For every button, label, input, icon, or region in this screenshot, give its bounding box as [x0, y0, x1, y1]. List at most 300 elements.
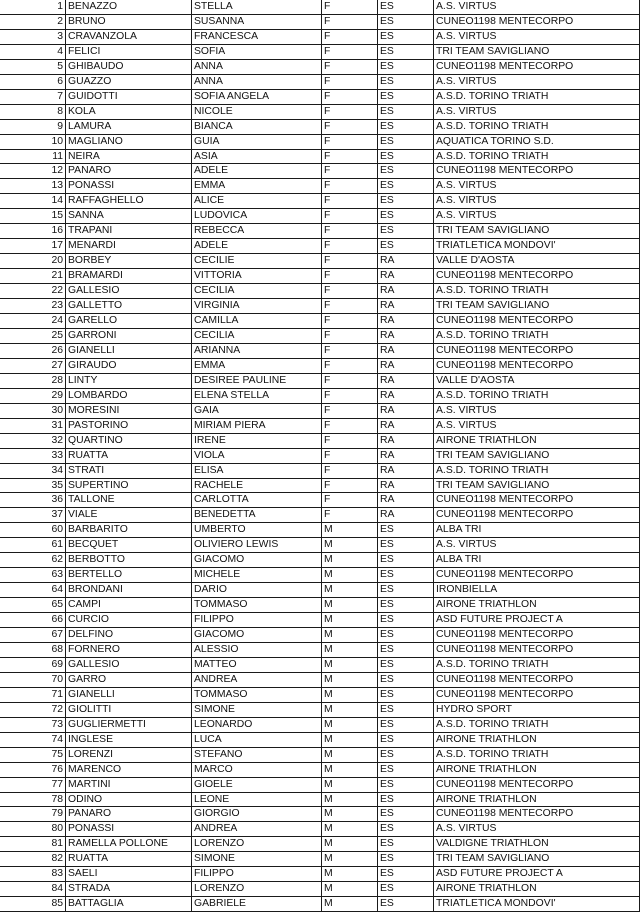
bib-number-cell: 84 [0, 882, 66, 896]
sex-cell: M [322, 748, 378, 762]
sex-cell: F [322, 75, 378, 89]
bib-number-cell: 3 [0, 30, 66, 44]
sex-cell: F [322, 419, 378, 433]
bib-number-cell: 31 [0, 419, 66, 433]
team-cell: ALBA TRI [434, 553, 640, 567]
team-cell: TRI TEAM SAVIGLIANO [434, 224, 640, 238]
first-name-cell: ELENA STELLA [192, 389, 322, 403]
category-cell: ES [378, 867, 434, 881]
table-row [0, 60, 640, 75]
team-cell: A.S. VIRTUS [434, 822, 640, 836]
surname-cell: MAGLIANO [66, 135, 192, 149]
table-row [0, 793, 640, 808]
sex-cell: M [322, 778, 378, 792]
team-cell: CUNEO1198 MENTECORPO [434, 359, 640, 373]
surname-cell: TALLONE [66, 493, 192, 507]
bib-number-cell: 15 [0, 209, 66, 223]
category-cell: ES [378, 837, 434, 851]
table-row [0, 778, 640, 793]
first-name-cell: UMBERTO [192, 523, 322, 537]
sex-cell: M [322, 658, 378, 672]
first-name-cell: REBECCA [192, 224, 322, 238]
bib-number-cell: 22 [0, 284, 66, 298]
first-name-cell: GABRIELE [192, 897, 322, 911]
first-name-cell: VIOLA [192, 449, 322, 463]
bib-number-cell: 25 [0, 329, 66, 343]
sex-cell: F [322, 15, 378, 29]
table-row [0, 822, 640, 837]
bib-number-cell: 35 [0, 479, 66, 493]
category-cell: ES [378, 793, 434, 807]
first-name-cell: SOFIA [192, 45, 322, 59]
team-cell: CUNEO1198 MENTECORPO [434, 269, 640, 283]
sex-cell: M [322, 897, 378, 911]
table-row [0, 897, 640, 912]
team-cell: TRI TEAM SAVIGLIANO [434, 852, 640, 866]
first-name-cell: NICOLE [192, 105, 322, 119]
bib-number-cell: 20 [0, 254, 66, 268]
first-name-cell: VIRGINIA [192, 299, 322, 313]
first-name-cell: EMMA [192, 179, 322, 193]
team-cell: A.S.D. TORINO TRIATH [434, 718, 640, 732]
category-cell: ES [378, 748, 434, 762]
table-row [0, 523, 640, 538]
first-name-cell: SIMONE [192, 703, 322, 717]
team-cell: A.S. VIRTUS [434, 105, 640, 119]
surname-cell: BRAMARDI [66, 269, 192, 283]
table-row [0, 867, 640, 882]
surname-cell: MORESINI [66, 404, 192, 418]
first-name-cell: FRANCESCA [192, 30, 322, 44]
bib-number-cell: 34 [0, 464, 66, 478]
sex-cell: F [322, 120, 378, 134]
surname-cell: GALLESIO [66, 284, 192, 298]
surname-cell: MENARDI [66, 239, 192, 253]
surname-cell: ODINO [66, 793, 192, 807]
surname-cell: CAMPI [66, 598, 192, 612]
team-cell: TRI TEAM SAVIGLIANO [434, 299, 640, 313]
table-row [0, 209, 640, 224]
bib-number-cell: 10 [0, 135, 66, 149]
surname-cell: STRATI [66, 464, 192, 478]
table-row [0, 254, 640, 269]
surname-cell: GALLETTO [66, 299, 192, 313]
sex-cell: F [322, 449, 378, 463]
category-cell: RA [378, 329, 434, 343]
surname-cell: BORBEY [66, 254, 192, 268]
sex-cell: F [322, 30, 378, 44]
surname-cell: PANARO [66, 807, 192, 821]
table-row [0, 404, 640, 419]
bib-number-cell: 27 [0, 359, 66, 373]
sex-cell: M [322, 553, 378, 567]
bib-number-cell: 82 [0, 852, 66, 866]
first-name-cell: GIOELE [192, 778, 322, 792]
team-cell: A.S. VIRTUS [434, 0, 640, 14]
category-cell: ES [378, 0, 434, 14]
table-row [0, 120, 640, 135]
table-row [0, 75, 640, 90]
bib-number-cell: 23 [0, 299, 66, 313]
team-cell: CUNEO1198 MENTECORPO [434, 673, 640, 687]
first-name-cell: GIORGIO [192, 807, 322, 821]
sex-cell: M [322, 568, 378, 582]
team-cell: A.S.D. TORINO TRIATH [434, 329, 640, 343]
sex-cell: F [322, 0, 378, 14]
table-row [0, 688, 640, 703]
table-row [0, 434, 640, 449]
category-cell: RA [378, 359, 434, 373]
sex-cell: M [322, 703, 378, 717]
team-cell: IRONBIELLA [434, 583, 640, 597]
team-cell: A.S.D. TORINO TRIATH [434, 748, 640, 762]
team-cell: AQUATICA TORINO S.D. [434, 135, 640, 149]
table-row [0, 703, 640, 718]
table-row [0, 194, 640, 209]
sex-cell: M [322, 613, 378, 627]
first-name-cell: SIMONE [192, 852, 322, 866]
first-name-cell: ADELE [192, 239, 322, 253]
team-cell: TRI TEAM SAVIGLIANO [434, 449, 640, 463]
table-row [0, 389, 640, 404]
category-cell: ES [378, 120, 434, 134]
table-row [0, 329, 640, 344]
sex-cell: F [322, 404, 378, 418]
first-name-cell: ANNA [192, 60, 322, 74]
first-name-cell: STELLA [192, 0, 322, 14]
category-cell: ES [378, 568, 434, 582]
team-cell: CUNEO1198 MENTECORPO [434, 628, 640, 642]
surname-cell: CRAVANZOLA [66, 30, 192, 44]
surname-cell: BRUNO [66, 15, 192, 29]
bib-number-cell: 83 [0, 867, 66, 881]
table-row [0, 763, 640, 778]
first-name-cell: LORENZO [192, 837, 322, 851]
category-cell: ES [378, 643, 434, 657]
table-row [0, 718, 640, 733]
surname-cell: PANARO [66, 164, 192, 178]
team-cell: A.S. VIRTUS [434, 75, 640, 89]
bib-number-cell: 28 [0, 374, 66, 388]
first-name-cell: GIACOMO [192, 628, 322, 642]
category-cell: RA [378, 284, 434, 298]
first-name-cell: LUCA [192, 733, 322, 747]
bib-number-cell: 29 [0, 389, 66, 403]
team-cell: AIRONE TRIATHLON [434, 793, 640, 807]
surname-cell: BENAZZO [66, 0, 192, 14]
sex-cell: M [322, 598, 378, 612]
bib-number-cell: 11 [0, 150, 66, 164]
surname-cell: LAMURA [66, 120, 192, 134]
sex-cell: F [322, 105, 378, 119]
sex-cell: F [322, 254, 378, 268]
table-row [0, 419, 640, 434]
first-name-cell: LORENZO [192, 882, 322, 896]
surname-cell: BERTELLO [66, 568, 192, 582]
sex-cell: F [322, 508, 378, 522]
bib-number-cell: 63 [0, 568, 66, 582]
category-cell: ES [378, 239, 434, 253]
bib-number-cell: 1 [0, 0, 66, 14]
table-row [0, 179, 640, 194]
sex-cell: F [322, 60, 378, 74]
sex-cell: M [322, 822, 378, 836]
surname-cell: GALLESIO [66, 658, 192, 672]
sex-cell: M [322, 688, 378, 702]
sex-cell: M [322, 793, 378, 807]
sex-cell: F [322, 164, 378, 178]
category-cell: ES [378, 194, 434, 208]
table-row [0, 284, 640, 299]
first-name-cell: VITTORIA [192, 269, 322, 283]
category-cell: ES [378, 179, 434, 193]
surname-cell: FORNERO [66, 643, 192, 657]
category-cell: ES [378, 703, 434, 717]
table-row [0, 269, 640, 284]
first-name-cell: MARCO [192, 763, 322, 777]
category-cell: RA [378, 479, 434, 493]
first-name-cell: TOMMASO [192, 688, 322, 702]
surname-cell: MARENCO [66, 763, 192, 777]
sex-cell: M [322, 673, 378, 687]
surname-cell: BECQUET [66, 538, 192, 552]
table-row [0, 15, 640, 30]
sex-cell: M [322, 718, 378, 732]
category-cell: ES [378, 613, 434, 627]
surname-cell: BATTAGLIA [66, 897, 192, 911]
table-row [0, 224, 640, 239]
surname-cell: GUAZZO [66, 75, 192, 89]
team-cell: AIRONE TRIATHLON [434, 733, 640, 747]
category-cell: ES [378, 733, 434, 747]
team-cell: A.S.D. TORINO TRIATH [434, 120, 640, 134]
first-name-cell: OLIVIERO LEWIS [192, 538, 322, 552]
bib-number-cell: 73 [0, 718, 66, 732]
table-row [0, 30, 640, 45]
team-cell: A.S. VIRTUS [434, 194, 640, 208]
table-row [0, 583, 640, 598]
bib-number-cell: 33 [0, 449, 66, 463]
team-cell: A.S.D. TORINO TRIATH [434, 284, 640, 298]
surname-cell: BARBARITO [66, 523, 192, 537]
category-cell: ES [378, 718, 434, 732]
table-row [0, 464, 640, 479]
sex-cell: M [322, 837, 378, 851]
table-row [0, 673, 640, 688]
bib-number-cell: 8 [0, 105, 66, 119]
category-cell: RA [378, 449, 434, 463]
table-row [0, 748, 640, 763]
category-cell: ES [378, 553, 434, 567]
first-name-cell: CARLOTTA [192, 493, 322, 507]
first-name-cell: SOFIA ANGELA [192, 90, 322, 104]
category-cell: ES [378, 164, 434, 178]
table-row [0, 807, 640, 822]
team-cell: CUNEO1198 MENTECORPO [434, 778, 640, 792]
category-cell: ES [378, 882, 434, 896]
bib-number-cell: 76 [0, 763, 66, 777]
team-cell: TRI TEAM SAVIGLIANO [434, 45, 640, 59]
first-name-cell: GIACOMO [192, 553, 322, 567]
category-cell: RA [378, 314, 434, 328]
team-cell: CUNEO1198 MENTECORPO [434, 568, 640, 582]
first-name-cell: DESIREE PAULINE [192, 374, 322, 388]
bib-number-cell: 4 [0, 45, 66, 59]
sex-cell: F [322, 479, 378, 493]
category-cell: ES [378, 852, 434, 866]
surname-cell: BERBOTTO [66, 553, 192, 567]
category-cell: ES [378, 60, 434, 74]
surname-cell: QUARTINO [66, 434, 192, 448]
category-cell: ES [378, 523, 434, 537]
team-cell: CUNEO1198 MENTECORPO [434, 508, 640, 522]
surname-cell: SAELI [66, 867, 192, 881]
sex-cell: M [322, 867, 378, 881]
category-cell: ES [378, 673, 434, 687]
table-row [0, 164, 640, 179]
first-name-cell: TOMMASO [192, 598, 322, 612]
surname-cell: PONASSI [66, 822, 192, 836]
surname-cell: SUPERTINO [66, 479, 192, 493]
surname-cell: GARRO [66, 673, 192, 687]
team-cell: CUNEO1198 MENTECORPO [434, 344, 640, 358]
table-row [0, 344, 640, 359]
category-cell: RA [378, 374, 434, 388]
sex-cell: F [322, 374, 378, 388]
team-cell: VALLE D'AOSTA [434, 254, 640, 268]
bib-number-cell: 80 [0, 822, 66, 836]
table-row [0, 837, 640, 852]
first-name-cell: SUSANNA [192, 15, 322, 29]
surname-cell: TRAPANI [66, 224, 192, 238]
bib-number-cell: 26 [0, 344, 66, 358]
sex-cell: F [322, 45, 378, 59]
surname-cell: GARRONI [66, 329, 192, 343]
bib-number-cell: 5 [0, 60, 66, 74]
sex-cell: M [322, 852, 378, 866]
table-row [0, 239, 640, 254]
first-name-cell: LEONARDO [192, 718, 322, 732]
team-cell: A.S. VIRTUS [434, 419, 640, 433]
first-name-cell: ANDREA [192, 673, 322, 687]
bib-number-cell: 6 [0, 75, 66, 89]
team-cell: CUNEO1198 MENTECORPO [434, 643, 640, 657]
first-name-cell: ELISA [192, 464, 322, 478]
team-cell: AIRONE TRIATHLON [434, 434, 640, 448]
team-cell: AIRONE TRIATHLON [434, 882, 640, 896]
first-name-cell: ALESSIO [192, 643, 322, 657]
sex-cell: F [322, 194, 378, 208]
category-cell: ES [378, 807, 434, 821]
bib-number-cell: 60 [0, 523, 66, 537]
sex-cell: M [322, 643, 378, 657]
first-name-cell: LUDOVICA [192, 209, 322, 223]
sex-cell: F [322, 329, 378, 343]
surname-cell: DELFINO [66, 628, 192, 642]
table-row [0, 45, 640, 60]
surname-cell: STRADA [66, 882, 192, 896]
table-row [0, 882, 640, 897]
surname-cell: GUGLIERMETTI [66, 718, 192, 732]
surname-cell: SANNA [66, 209, 192, 223]
first-name-cell: ALICE [192, 194, 322, 208]
category-cell: ES [378, 90, 434, 104]
bib-number-cell: 81 [0, 837, 66, 851]
sex-cell: M [322, 882, 378, 896]
category-cell: RA [378, 299, 434, 313]
bib-number-cell: 13 [0, 179, 66, 193]
category-cell: ES [378, 763, 434, 777]
team-cell: VALLE D'AOSTA [434, 374, 640, 388]
category-cell: RA [378, 344, 434, 358]
category-cell: ES [378, 598, 434, 612]
surname-cell: RAFFAGHELLO [66, 194, 192, 208]
category-cell: ES [378, 75, 434, 89]
category-cell: ES [378, 135, 434, 149]
surname-cell: GUIDOTTI [66, 90, 192, 104]
bib-number-cell: 65 [0, 598, 66, 612]
category-cell: ES [378, 822, 434, 836]
bib-number-cell: 77 [0, 778, 66, 792]
category-cell: ES [378, 224, 434, 238]
surname-cell: GIANELLI [66, 688, 192, 702]
surname-cell: RUATTA [66, 852, 192, 866]
table-row [0, 852, 640, 867]
table-row [0, 493, 640, 508]
surname-cell: PONASSI [66, 179, 192, 193]
surname-cell: GARELLO [66, 314, 192, 328]
sex-cell: M [322, 523, 378, 537]
surname-cell: GIOLITTI [66, 703, 192, 717]
table-row [0, 613, 640, 628]
table-row [0, 479, 640, 494]
surname-cell: FELICI [66, 45, 192, 59]
bib-number-cell: 17 [0, 239, 66, 253]
team-cell: A.S.D. TORINO TRIATH [434, 658, 640, 672]
table-row [0, 105, 640, 120]
first-name-cell: FILIPPO [192, 613, 322, 627]
sex-cell: F [322, 389, 378, 403]
first-name-cell: STEFANO [192, 748, 322, 762]
first-name-cell: IRENE [192, 434, 322, 448]
category-cell: ES [378, 150, 434, 164]
team-cell: ASD FUTURE PROJECT A [434, 613, 640, 627]
first-name-cell: ADELE [192, 164, 322, 178]
table-row [0, 733, 640, 748]
sex-cell: F [322, 344, 378, 358]
table-row [0, 150, 640, 165]
first-name-cell: ARIANNA [192, 344, 322, 358]
first-name-cell: BENEDETTA [192, 508, 322, 522]
table-row [0, 598, 640, 613]
table-row [0, 643, 640, 658]
first-name-cell: ANNA [192, 75, 322, 89]
first-name-cell: CECILIA [192, 284, 322, 298]
table-row [0, 449, 640, 464]
sex-cell: F [322, 209, 378, 223]
sex-cell: F [322, 150, 378, 164]
bib-number-cell: 14 [0, 194, 66, 208]
first-name-cell: LEONE [192, 793, 322, 807]
category-cell: RA [378, 508, 434, 522]
team-cell: AIRONE TRIATHLON [434, 598, 640, 612]
surname-cell: VIALE [66, 508, 192, 522]
team-cell: TRIATLETICA MONDOVI' [434, 239, 640, 253]
category-cell: RA [378, 254, 434, 268]
team-cell: A.S. VIRTUS [434, 30, 640, 44]
team-cell: A.S. VIRTUS [434, 209, 640, 223]
table-row [0, 374, 640, 389]
